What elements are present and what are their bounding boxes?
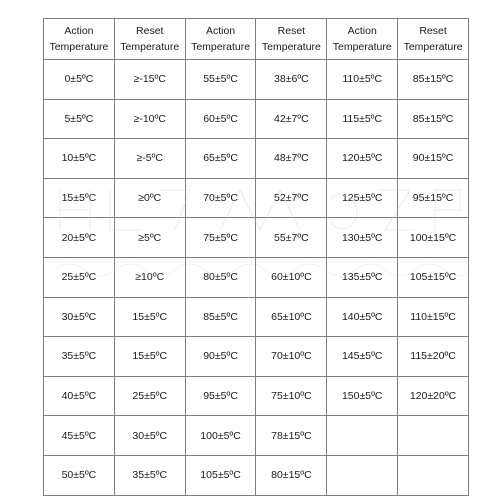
header-row bbox=[44, 19, 469, 60]
table-cell: 15±5ºC bbox=[114, 297, 185, 337]
table-row bbox=[44, 257, 469, 297]
header-line: Action bbox=[205, 25, 236, 37]
temperature-table bbox=[43, 18, 469, 496]
table-cell: 25±5ºC bbox=[114, 376, 185, 416]
table-cell: 120±5ºC bbox=[327, 139, 398, 179]
table-cell: 42±7ºC bbox=[256, 99, 327, 139]
table-cell: 55±7ºC bbox=[256, 218, 327, 258]
table-cell: 0±5ºC bbox=[44, 60, 115, 100]
table-cell: 145±5ºC bbox=[327, 337, 398, 377]
header-cell bbox=[44, 19, 115, 60]
table-cell: 115±5ºC bbox=[327, 99, 398, 139]
table-cell: 38±6ºC bbox=[256, 60, 327, 100]
header-line: Temperature bbox=[261, 41, 321, 53]
table-cell: 15±5ºC bbox=[114, 337, 185, 377]
table-cell: 10±5ºC bbox=[44, 139, 115, 179]
table-cell: 80±5ºC bbox=[185, 257, 256, 297]
table-cell: 110±15ºC bbox=[398, 297, 469, 337]
table-cell: 100±5ºC bbox=[185, 416, 256, 456]
table-cell: 125±5ºC bbox=[327, 178, 398, 218]
table-cell: 135±5ºC bbox=[327, 257, 398, 297]
table-cell: 30±5ºC bbox=[114, 416, 185, 456]
table-cell: 85±15ºC bbox=[398, 99, 469, 139]
header-cell bbox=[327, 19, 398, 60]
table-cell bbox=[327, 416, 398, 456]
table-row bbox=[44, 337, 469, 377]
header-line: Temperature bbox=[332, 41, 392, 53]
table-cell bbox=[398, 455, 469, 495]
table-cell: ≥-10ºC bbox=[114, 99, 185, 139]
header-cell bbox=[114, 19, 185, 60]
table-cell: 95±15ºC bbox=[398, 178, 469, 218]
table-row bbox=[44, 99, 469, 139]
table-row bbox=[44, 416, 469, 456]
table-cell: ≥-5ºC bbox=[114, 139, 185, 179]
table-cell: 35±5ºC bbox=[44, 337, 115, 377]
table-cell: 70±5ºC bbox=[185, 178, 256, 218]
table-body bbox=[44, 60, 469, 496]
table-cell: 105±5ºC bbox=[185, 455, 256, 495]
table-cell: 40±5ºC bbox=[44, 376, 115, 416]
table-row bbox=[44, 60, 469, 100]
table-cell bbox=[327, 455, 398, 495]
table-cell: 140±5ºC bbox=[327, 297, 398, 337]
table-cell: 78±15ºC bbox=[256, 416, 327, 456]
table-cell: 50±5ºC bbox=[44, 455, 115, 495]
table-cell: 120±20ºC bbox=[398, 376, 469, 416]
header-line: Action bbox=[347, 25, 377, 37]
table-cell: 35±5ºC bbox=[114, 455, 185, 495]
table-cell: 60±10ºC bbox=[256, 257, 327, 297]
table-row bbox=[44, 139, 469, 179]
table-row bbox=[44, 178, 469, 218]
header-line: Reset bbox=[419, 25, 447, 37]
header-line: Temperature bbox=[49, 41, 109, 53]
header-line: Action bbox=[64, 25, 94, 37]
table-cell: 130±5ºC bbox=[327, 218, 398, 258]
table-cell: 110±5ºC bbox=[327, 60, 398, 100]
header-line: Temperature bbox=[191, 41, 251, 53]
header-line: Temperature bbox=[120, 41, 180, 53]
header-cell bbox=[185, 19, 256, 60]
table-cell: 60±5ºC bbox=[185, 99, 256, 139]
table-row bbox=[44, 376, 469, 416]
table-row bbox=[44, 218, 469, 258]
table-cell: 85±15ºC bbox=[398, 60, 469, 100]
table-cell: ≥-15ºC bbox=[114, 60, 185, 100]
table-cell: 20±5ºC bbox=[44, 218, 115, 258]
table-cell: 5±5ºC bbox=[44, 99, 115, 139]
table-cell: 30±5ºC bbox=[44, 297, 115, 337]
table-cell: 150±5ºC bbox=[327, 376, 398, 416]
table-cell: 48±7ºC bbox=[256, 139, 327, 179]
table-cell: 25±5ºC bbox=[44, 257, 115, 297]
header-cell bbox=[256, 19, 327, 60]
table-cell bbox=[398, 416, 469, 456]
table-cell: 90±15ºC bbox=[398, 139, 469, 179]
table-cell: ≥5ºC bbox=[114, 218, 185, 258]
table-cell: 45±5ºC bbox=[44, 416, 115, 456]
table-cell: 115±20ºC bbox=[398, 337, 469, 377]
header-cell bbox=[398, 19, 469, 60]
table-cell: ≥10ºC bbox=[114, 257, 185, 297]
header-line: Reset bbox=[277, 25, 306, 37]
header-line: Temperature bbox=[403, 41, 463, 53]
table-cell: 65±10ºC bbox=[256, 297, 327, 337]
header-line: Reset bbox=[136, 25, 164, 37]
table-cell: 75±5ºC bbox=[185, 218, 256, 258]
table-cell: 80±15ºC bbox=[256, 455, 327, 495]
table-cell: ≥0ºC bbox=[114, 178, 185, 218]
table-cell: 52±7ºC bbox=[256, 178, 327, 218]
table-cell: 85±5ºC bbox=[185, 297, 256, 337]
table-cell: 65±5ºC bbox=[185, 139, 256, 179]
table-cell: 105±15ºC bbox=[398, 257, 469, 297]
table-cell: 55±5ºC bbox=[185, 60, 256, 100]
table-cell: 15±5ºC bbox=[44, 178, 115, 218]
table-row bbox=[44, 297, 469, 337]
temperature-table-container bbox=[43, 18, 469, 493]
table-row bbox=[44, 455, 469, 495]
table-cell: 75±10ºC bbox=[256, 376, 327, 416]
table-cell: 70±10ºC bbox=[256, 337, 327, 377]
table-cell: 95±5ºC bbox=[185, 376, 256, 416]
table-cell: 100±15ºC bbox=[398, 218, 469, 258]
table-cell: 90±5ºC bbox=[185, 337, 256, 377]
